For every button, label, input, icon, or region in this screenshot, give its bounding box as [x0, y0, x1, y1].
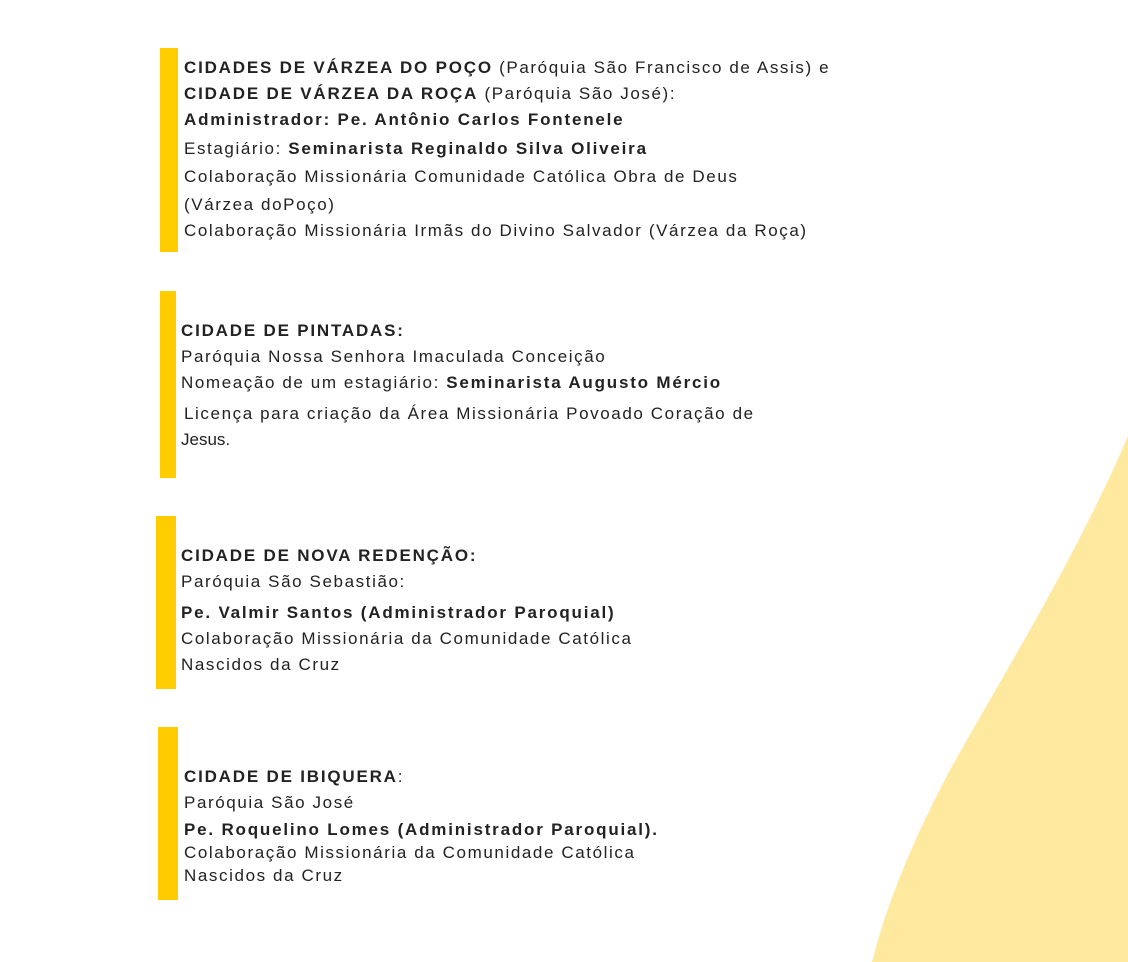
heading-line: CIDADE DE VÁRZEA DA ROÇA (Paróquia São José):	[184, 84, 677, 103]
section-heading: CIDADE DE VÁRZEA DA ROÇA	[184, 84, 479, 103]
section-varzea	[184, 55, 830, 244]
priest-line: Pe. Roquelino Lomes (Administrador Paroquial).	[184, 820, 659, 839]
heading-line: CIDADES DE VÁRZEA DO POÇO (Paróquia São Francisco de Assis) e	[184, 58, 831, 77]
section-ibiquera	[184, 764, 659, 889]
collaboration-line: Nascidos da Cruz	[181, 655, 341, 674]
nomination-line: Nomeação de um estagiário: Seminarista Augusto Mércio	[181, 373, 722, 392]
section-heading: CIDADE DE IBIQUERA:	[184, 767, 405, 786]
collaboration-line: Colaboração Missionária Comunidade Católica Obra de Deus	[184, 167, 739, 186]
collaboration-line: (Várzea doPoço)	[184, 195, 336, 214]
section-heading: CIDADES DE VÁRZEA DO POÇO	[184, 58, 493, 77]
section-accent-bar	[158, 727, 178, 900]
collaboration-line: Colaboração Missionária da Comunidade Católica	[184, 843, 636, 862]
intern-line: Estagiário: Seminarista Reginaldo Silva Oliveira	[184, 139, 648, 158]
administrator-line: Administrador: Pe. Antônio Carlos Fontenele	[184, 110, 625, 129]
section-accent-bar	[156, 516, 176, 689]
section-accent-bar	[160, 48, 178, 252]
section-nova-redencao	[181, 543, 633, 678]
section-pintadas	[181, 318, 755, 453]
priest-line: Pe. Valmir Santos (Administrador Paroquial)	[181, 603, 616, 622]
license-line: Licença para criação da Área Missionária Povoado Coração de	[184, 404, 755, 423]
collaboration-line: Nascidos da Cruz	[184, 866, 344, 885]
parish-line: Paróquia São José	[184, 793, 355, 812]
collaboration-line: Colaboração Missionária da Comunidade Católica	[181, 629, 633, 648]
section-accent-bar	[160, 291, 176, 478]
parish-line: Paróquia Nossa Senhora Imaculada Conceição	[181, 347, 607, 366]
collaboration-line: Colaboração Missionária Irmãs do Divino Salvador (Várzea da Roça)	[184, 221, 808, 240]
section-heading: CIDADE DE PINTADAS:	[181, 321, 405, 340]
license-line: Jesus.	[181, 430, 231, 449]
section-heading: CIDADE DE NOVA REDENÇÃO:	[181, 546, 478, 565]
parish-line: Paróquia São Sebastião:	[181, 572, 406, 591]
